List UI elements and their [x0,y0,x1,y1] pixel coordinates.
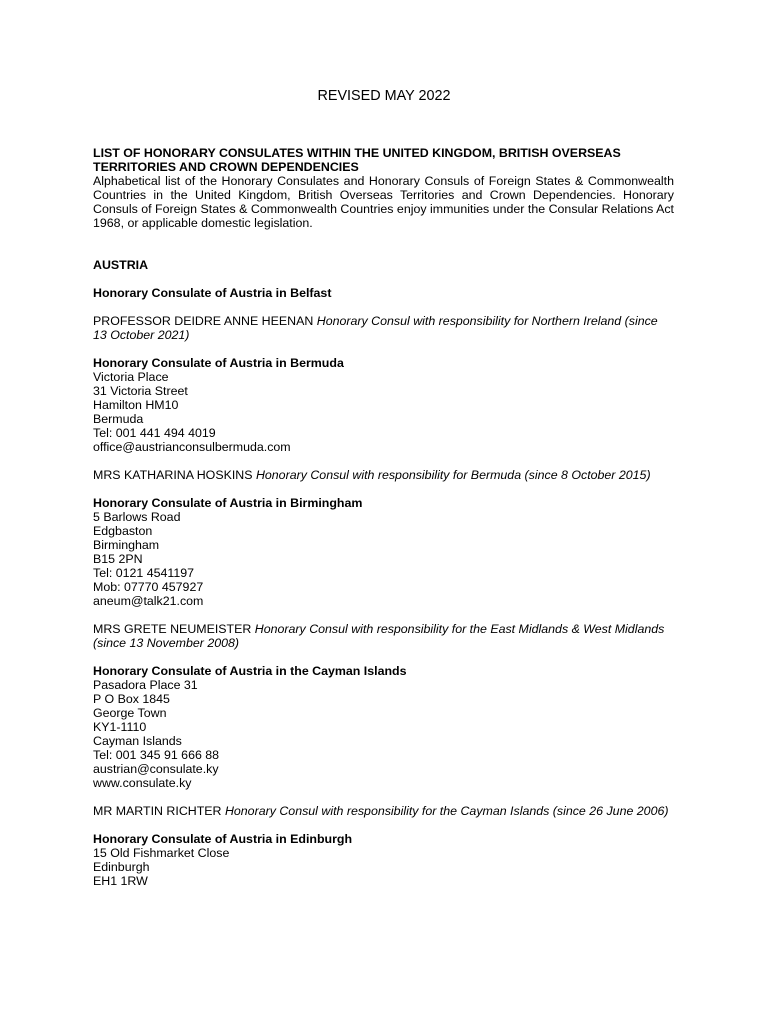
spacer [93,608,674,622]
consul-role: Honorary Consul with responsibility for Northern Ireland (since 13 October 2021) [93,314,658,342]
spacer [93,454,674,468]
consul-line [93,314,674,342]
address-line: 15 Old Fishmarket Close [93,846,230,860]
address-line: Mob: 07770 457927 [93,580,204,594]
consul-line [93,622,674,650]
address-line: www.consulate.ky [93,776,192,790]
country-heading: AUSTRIA [93,258,149,272]
consulate-title: Honorary Consulate of Austria in Birmingham [93,496,363,510]
consul-line [93,468,674,482]
consulate-entry [93,356,674,496]
spacer [93,650,674,664]
revision-date: REVISED MAY 2022 [317,88,451,104]
consul-name: PROFESSOR DEIDRE ANNE HEENAN [93,314,314,328]
consul-name: MRS KATHARINA HOSKINS [93,468,253,482]
consul-name: MR MARTIN RICHTER [93,804,222,818]
address-line: office@austrianconsulbermuda.com [93,440,291,454]
consulate-entry [93,286,674,356]
address-line: Tel: 001 441 494 4019 [93,426,216,440]
spacer [93,818,674,832]
address-line: P O Box 1845 [93,692,170,706]
address-line: aneum@talk21.com [93,594,204,608]
address-line: B15 2PN [93,552,143,566]
address-line: Tel: 0121 4541197 [93,566,195,580]
address-line: KY1-1110 [93,720,147,734]
address-line: Bermuda [93,412,144,426]
consul-role: Honorary Consul with responsibility for the East Midlands & West Midlands (since 13 November 2008) [93,622,665,650]
consul-role: Honorary Consul with responsibility for Bermuda (since 8 October 2015) [255,468,651,482]
consulate-title: Honorary Consulate of Austria in the Cayman Islands [93,664,407,678]
address-line: austrian@consulate.ky [93,762,219,776]
address-line: Victoria Place [93,370,169,384]
consul-name: MRS GRETE NEUMEISTER [93,622,252,636]
consul-role: Honorary Consul with responsibility for the Cayman Islands (since 26 June 2006) [224,804,669,818]
address-line: George Town [93,706,167,720]
consulate-list [93,286,674,888]
address-line: Edinburgh [93,860,150,874]
consulate-title: Honorary Consulate of Austria in Edinburgh [93,832,353,846]
address-line: Birmingham [93,538,160,552]
spacer [93,300,674,314]
address-line: 5 Barlows Road [93,510,181,524]
consulate-title: Honorary Consulate of Austria in Bermuda [93,356,344,370]
document-heading: LIST OF HONORARY CONSULATES WITHIN THE UNITED KINGDOM, BRITISH OVERSEAS TERRITORIES AND CROWN DEPENDENCIES [93,146,621,174]
intro-paragraph: Alphabetical list of the Honorary Consulates and Honorary Consuls of Foreign States & Commonwealth Countries in the United Kingdom, British Overseas Territories and Crown Dependencies. Honorary Consuls of Foreign States & Commonwealth Countries enjoy immunities under the Consular Relations Act 1968, or applicable domestic legislation. [93,174,674,230]
document-content [93,146,674,888]
address-line: Cayman Islands [93,734,182,748]
consulate-entry [93,664,674,832]
spacer [93,790,674,804]
address-line: Tel: 001 345 91 666 88 [93,748,220,762]
spacer [93,342,674,356]
consulate-entry [93,832,674,888]
address-line: Hamilton HM10 [93,398,179,412]
address-line: 31 Victoria Street [93,384,188,398]
consul-line [93,804,674,818]
spacer [93,482,674,496]
address-line: Edgbaston [93,524,153,538]
consulate-entry [93,496,674,664]
address-line: EH1 1RW [93,874,148,888]
address-line: Pasadora Place 31 [93,678,198,692]
consulate-title: Honorary Consulate of Austria in Belfast [93,286,332,300]
